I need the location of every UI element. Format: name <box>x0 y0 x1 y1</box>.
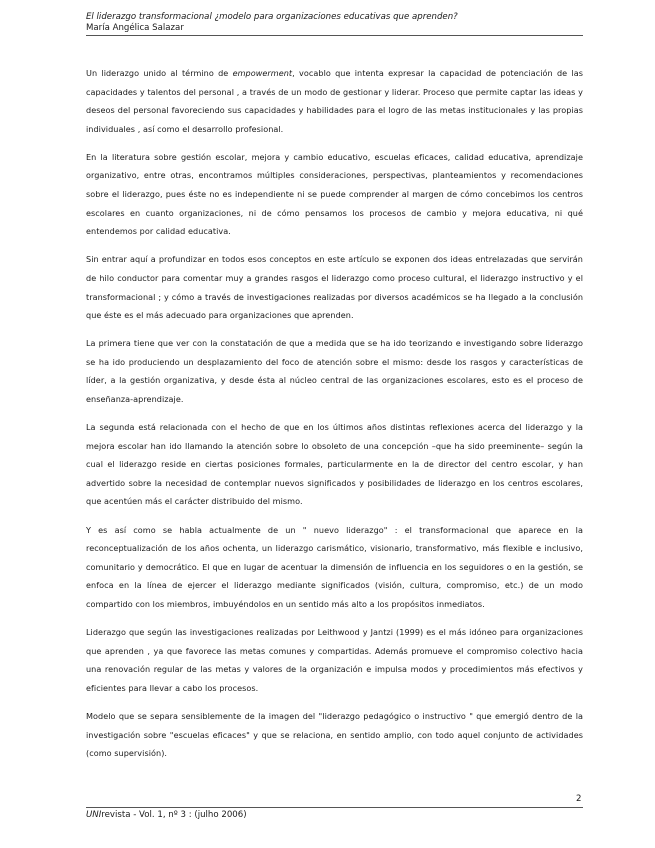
header-title: El liderazgo transformacional ¿modelo para organizaciones educativas que aprenden? <box>86 12 458 22</box>
paragraph-3: Sin entrar aquí a profundizar en todos esos conceptos en este artículo se exponen dos ideas entrelazadas que servirán de hilo conductor para comentar muy a grandes rasgos el liderazgo como proceso cultural, el liderazgo instructivo y el transformacional ; y cómo a través de investigaciones realizadas por diversos académicos se ha llegado a la conclusión que éste es el más adecuado para organizaciones que aprenden. <box>86 254 583 321</box>
footer-citation <box>86 810 247 820</box>
paragraph-8: Modelo que se separa sensiblemente de la imagen del "liderazgo pedagógico o instructivo " que emergió dentro de la investigación sobre "escuelas eficaces" y que se relaciona, en sentido amplio, con todo aquel conjunto de actividades (como supervisión). <box>86 710 583 759</box>
paragraph-2: En la literatura sobre gestión escolar, mejora y cambio educativo, escuelas eficaces, calidad educativa, aprendizaje organizativo, entre otras, encontramos múltiples consideraciones, perspectivas, planteamientos y recomendaciones sobre el liderazgo, pues éste no es independiente ni se puede comprender al margen de cómo concebimos los centros escolares en cuanto organizaciones, ni de cómo pensamos los procesos de cambio y mejora educativa, ni qué entendemos por calidad educativa. <box>86 151 583 237</box>
paragraph-6: Y es así como se habla actualmente de un " nuevo liderazgo" : el transformacional que aparece en la reconceptualización de los años ochenta, un liderazgo carismático, visionario, transformativo, más flexible e inclusivo, comunitario y democrático. El que en lugar de acentuar la dimensión de influencia en los seguidores o en la gestión, se enfoca en la línea de ejercer el liderazgo mediante significados (visión, cultura, compromiso, etc.) de un modo compartido con los miembros, imbuyéndolos en un sentido más alto a los propósitos inmediatos. <box>86 524 583 609</box>
footer-divider <box>86 807 583 808</box>
paragraph-5: La segunda está relacionada con el hecho de que en los últimos años distintas reflexiones acerca del liderazgo y la mejora escolar han ido llamando la atención sobre lo obsoleto de una concepción –que ha sido preeminente– según la cual el liderazgo reside en ciertas posiciones formales, particularmente en la de director del centro escolar, y han advertido sobre la necesidad de contemplar nuevos significados y posibilidades de liderazgo en los centros escolares, que acentúen más el carácter distribuido del mismo. <box>86 422 583 507</box>
paragraph-1-post: , vocablo que intenta expresar la capacidad de potenciación de las capacidades y talentos del personal , a través de un modo de gestionar y liderar. Proceso que permite captar las ideas y deseos del personal favoreciendo sus capacidades y habilidades para el logro de las metas institucionales y las propias individuales , así como el desarrollo profesional. <box>86 68 583 134</box>
paragraph-1-emphasis: empowerment <box>232 68 293 78</box>
paragraph-1-pre: Un liderazgo unido al término de <box>86 68 233 78</box>
running-header <box>86 12 583 36</box>
paragraph-4: La primera tiene que ver con la constatación de que a medida que se ha ido teorizando e investigando sobre liderazgo se ha ido produciendo un desplazamiento del foco de atención sobre el mismo: desde los rasgos y características de líder, a la gestión organizativa, y desde ésta al núcleo central de las organizaciones escolares, esto es el proceso de enseñanza-aprendizaje. <box>86 338 583 404</box>
paragraph-7: Liderazgo que según las investigaciones realizadas por Leithwood y Jantzi (1999) es el más idóneo para organizaciones que aprenden , ya que favorece las metas comunes y compartidas. Además promueve el compromiso colectivo hacia una renovación regular de las metas y valores de la organización e impulsa modos y procedimientos más efectivos y eficientes para llevar a cabo los procesos. <box>86 627 583 693</box>
paragraph-1 <box>86 64 583 138</box>
header-author: María Angélica Salazar <box>86 23 184 33</box>
page-number: 2 <box>576 794 582 804</box>
footer-journal-italic: UNI <box>86 810 102 820</box>
footer-journal-rest: revista - Vol. 1, nº 3 : (julho 2006) <box>101 810 247 820</box>
article-body <box>86 64 583 772</box>
